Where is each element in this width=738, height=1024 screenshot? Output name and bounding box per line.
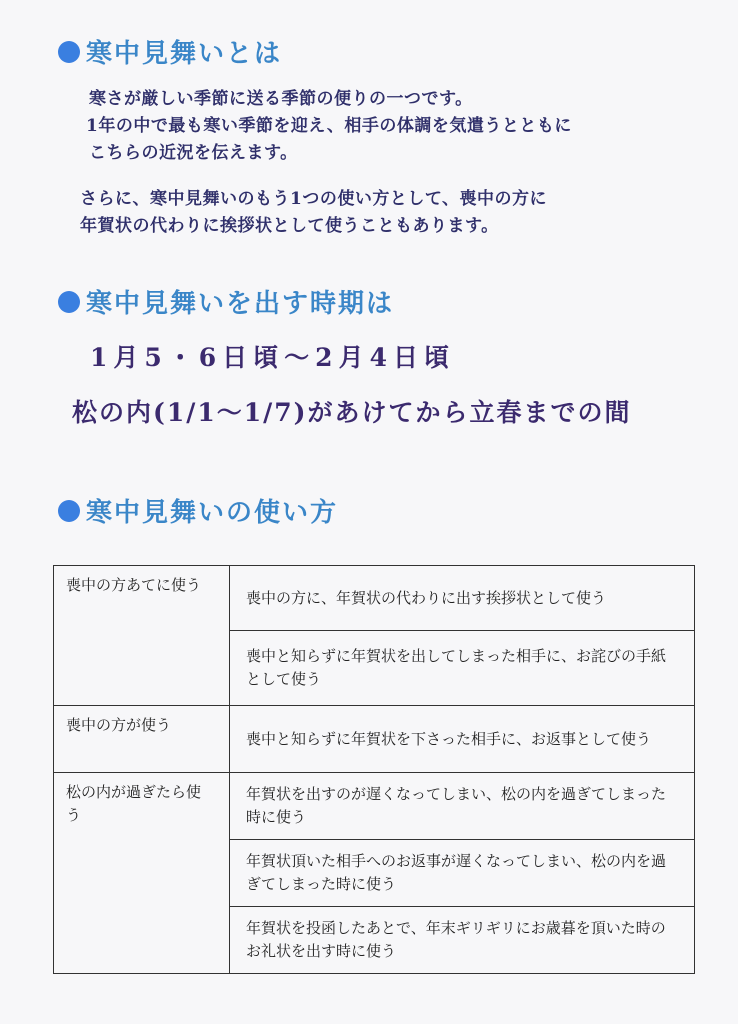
- period-dates: 1月5・6日頃〜2月4日頃: [90, 343, 455, 372]
- section-heading-about: [58, 33, 282, 70]
- about-line: さらに、寒中見舞いのもう1つの使い方として、喪中の方に: [80, 189, 547, 209]
- bullet-dot-icon: [58, 291, 80, 313]
- about-line: こちらの近況を伝えます。: [89, 143, 298, 163]
- about-paragraph-2: [80, 186, 547, 240]
- category-cell: 喪中の方が使う: [54, 706, 230, 773]
- description-cell: 年賀状を出すのが遅くなってしまい、松の内を過ぎてしまった時に使う: [230, 773, 695, 840]
- section-heading-text: 寒中見舞いを出す時期は: [86, 289, 395, 319]
- section-heading-text: 寒中見舞いの使い方: [86, 498, 339, 528]
- category-cell: 喪中の方あてに使う: [54, 566, 230, 706]
- description-cell: 喪中と知らずに年賀状を下さった相手に、お返事として使う: [230, 706, 695, 773]
- bullet-dot-icon: [58, 500, 80, 522]
- period-note: 松の内(1/1〜1/7)があけてから立春までの間: [72, 398, 632, 427]
- section-heading-period: [58, 283, 394, 320]
- table-row: [54, 566, 695, 631]
- bullet-dot-icon: [58, 41, 80, 63]
- section-heading-usage: [58, 492, 338, 529]
- description-cell: 喪中と知らずに年賀状を出してしまった相手に、お詫びの手紙として使う: [230, 631, 695, 706]
- about-paragraph: [86, 86, 572, 167]
- description-cell: 喪中の方に、年賀状の代わりに出す挨拶状として使う: [230, 566, 695, 631]
- about-line: 1年の中で最も寒い季節を迎え、相手の体調を気遣うとともに: [86, 116, 572, 136]
- section-heading-text: 寒中見舞いとは: [86, 39, 283, 69]
- category-cell: 松の内が過ぎたら使う: [54, 773, 230, 974]
- about-line: 年賀状の代わりに挨拶状として使うこともあります。: [80, 216, 499, 236]
- about-line: 寒さが厳しい季節に送る季節の便りの一つです。: [89, 89, 473, 109]
- table-row: [54, 773, 695, 840]
- description-cell: 年賀状頂いた相手へのお返事が遅くなってしまい、松の内を過ぎてしまった時に使う: [230, 840, 695, 907]
- table-row: [54, 706, 695, 773]
- description-cell: 年賀状を投函したあとで、年末ギリギリにお歳暮を頂いた時のお礼状を出す時に使う: [230, 907, 695, 974]
- usage-table: [53, 565, 695, 974]
